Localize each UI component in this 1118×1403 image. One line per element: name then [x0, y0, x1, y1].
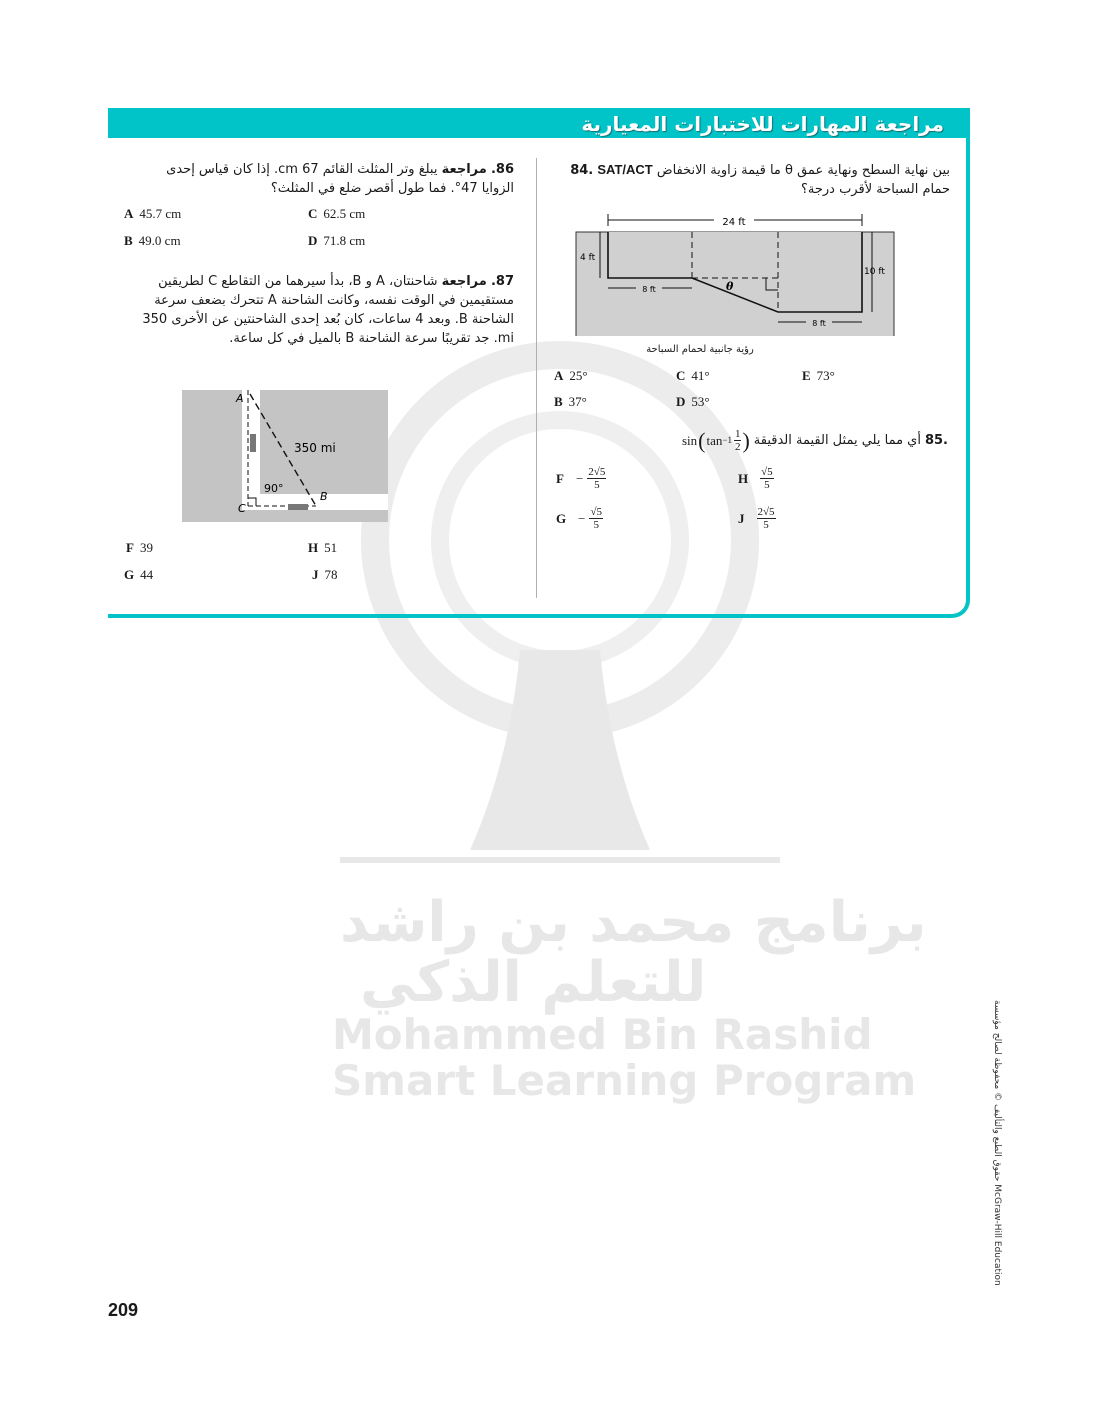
option-letter: B	[554, 394, 563, 409]
watermark-english-2: Smart Learning Program	[332, 1056, 917, 1105]
question-87	[134, 272, 514, 348]
option-value: 49.0 cm	[138, 233, 181, 248]
question-label: مراجعة	[441, 162, 487, 177]
label-b: B	[320, 490, 328, 503]
option-value: 25°	[569, 368, 588, 383]
copyright-note: حقوق الطبع والتأليف © محفوظة لصالح مؤسسة McGraw-Hill Education	[992, 1000, 1002, 1286]
option-letter: F	[556, 470, 564, 486]
option-value: 51	[324, 540, 338, 555]
option-sign: −	[575, 470, 584, 486]
option-85-G[interactable]	[556, 506, 603, 531]
trucks-diagram	[182, 382, 392, 524]
option-letter: A	[554, 368, 564, 383]
option-85-J[interactable]	[738, 506, 776, 531]
option-value: 78	[324, 567, 338, 582]
option-84-A[interactable]	[554, 368, 588, 384]
option-den: 5	[763, 519, 769, 531]
expr-den: 2	[734, 441, 741, 453]
option-letter: J	[312, 567, 319, 582]
question-text: شاحنتان، A و B، بدأ سيرهما من التقاطع C لطريقين مستقيمين في الوقت نفسه، وكانت الشاحنة A تتحرك بضعف سرعة الشاحنة B. وبعد 4 ساعات، كان بُعد إحدى الشاحنتين عن الأخرى 350 mi. جد تقريبًا سرعة الشاحنة B بالميل في كل ساعة.	[142, 274, 514, 346]
expr-inner: tan	[706, 433, 723, 448]
option-87-J[interactable]	[312, 567, 338, 583]
option-letter: H	[738, 470, 749, 486]
option-letter: D	[676, 394, 686, 409]
label-a: A	[236, 392, 244, 405]
option-den: 5	[764, 479, 770, 491]
watermark-english-1: Mohammed Bin Rashid	[332, 1010, 873, 1059]
option-letter: E	[802, 368, 811, 383]
question-86	[150, 160, 514, 198]
option-letter: B	[124, 233, 133, 248]
page-number: 209	[108, 1300, 139, 1320]
option-letter: C	[676, 368, 686, 383]
math-expression: sin ( tan −1 $\frac{1}{2}$ )	[681, 428, 750, 453]
option-value: 53°	[691, 394, 710, 409]
option-85-H[interactable]	[738, 466, 774, 491]
option-letter: J	[738, 510, 745, 526]
option-den: 5	[594, 479, 600, 491]
question-85	[658, 428, 948, 453]
question-text: ما قيمة زاوية الانخفاض θ بين نهاية السطح ونهاية عمق حمام السباحة لأقرب درجة؟	[656, 163, 950, 197]
pool-caption: رؤية جانبية لحمام السباحة	[646, 344, 754, 355]
option-value: 37°	[568, 394, 587, 409]
option-sign: −	[578, 510, 586, 526]
option-letter: H	[308, 540, 319, 555]
label-8ft-left: 8 ft	[642, 285, 656, 294]
question-84	[570, 160, 950, 199]
section-title: مراجعة المهارات للاختبارات المعيارية	[581, 112, 944, 136]
option-84-B[interactable]	[554, 394, 587, 410]
option-84-C[interactable]	[676, 368, 710, 384]
option-86-B[interactable]	[124, 233, 181, 249]
expr-num: 1	[734, 428, 741, 440]
option-letter: A	[124, 206, 134, 221]
option-letter: D	[308, 233, 318, 248]
label-90: 90°	[264, 482, 284, 495]
watermark-arabic-2: للتعلم الذكي	[360, 950, 707, 1015]
question-number: 86.	[490, 162, 514, 177]
option-value: 39	[139, 540, 153, 555]
option-87-H[interactable]	[308, 540, 337, 556]
option-value: 73°	[816, 368, 835, 383]
option-value: 44	[140, 567, 154, 582]
option-value: 71.8 cm	[323, 233, 366, 248]
expr-power: −1	[722, 435, 732, 445]
label-c: C	[238, 502, 246, 515]
option-84-D[interactable]	[676, 394, 710, 410]
question-number: 85.	[924, 433, 948, 448]
question-number: 87.	[490, 274, 514, 289]
option-84-E[interactable]	[802, 368, 835, 384]
option-letter: C	[308, 206, 318, 221]
option-letter: F	[126, 540, 134, 555]
option-num: 2√5	[588, 466, 606, 478]
option-num: √5	[761, 466, 773, 478]
watermark-arabic-1: برنامج محمد بن راشد	[340, 890, 927, 955]
option-87-F[interactable]	[126, 540, 153, 556]
option-86-D[interactable]	[308, 233, 365, 249]
question-text: أي مما يلي يمثل القيمة الدقيقة	[753, 433, 921, 448]
option-value: 62.5 cm	[323, 206, 366, 221]
section-banner	[108, 108, 970, 138]
option-num: √5	[590, 506, 603, 518]
question-number: 84.	[570, 163, 594, 178]
question-tag: SAT/ACT	[597, 162, 653, 177]
option-letter: G	[556, 510, 567, 526]
label-8ft-right: 8 ft	[812, 319, 826, 328]
option-num: 2√5	[757, 506, 775, 518]
label-10ft: 10 ft	[864, 267, 885, 277]
option-den: 5	[593, 519, 599, 531]
label-24ft: 24 ft	[722, 217, 746, 228]
label-4ft: 4 ft	[580, 253, 596, 263]
option-86-C[interactable]	[308, 206, 365, 222]
pool-diagram	[574, 210, 898, 336]
option-85-F[interactable]	[556, 466, 606, 491]
column-divider	[536, 158, 537, 598]
question-label: مراجعة	[441, 274, 487, 289]
option-87-G[interactable]	[124, 567, 153, 583]
expr-func: sin	[681, 433, 698, 448]
option-letter: G	[124, 567, 135, 582]
option-86-A[interactable]	[124, 206, 181, 222]
question-text: يبلغ وتر المثلث القائم 67 cm. إذا كان قياس إحدى الزوايا 47°. فما طول أقصر ضلع في المثلث؟	[166, 162, 514, 196]
option-value: 41°	[691, 368, 710, 383]
label-distance: 350 mi	[294, 441, 336, 455]
option-value: 45.7 cm	[139, 206, 182, 221]
label-theta: θ	[726, 280, 734, 293]
